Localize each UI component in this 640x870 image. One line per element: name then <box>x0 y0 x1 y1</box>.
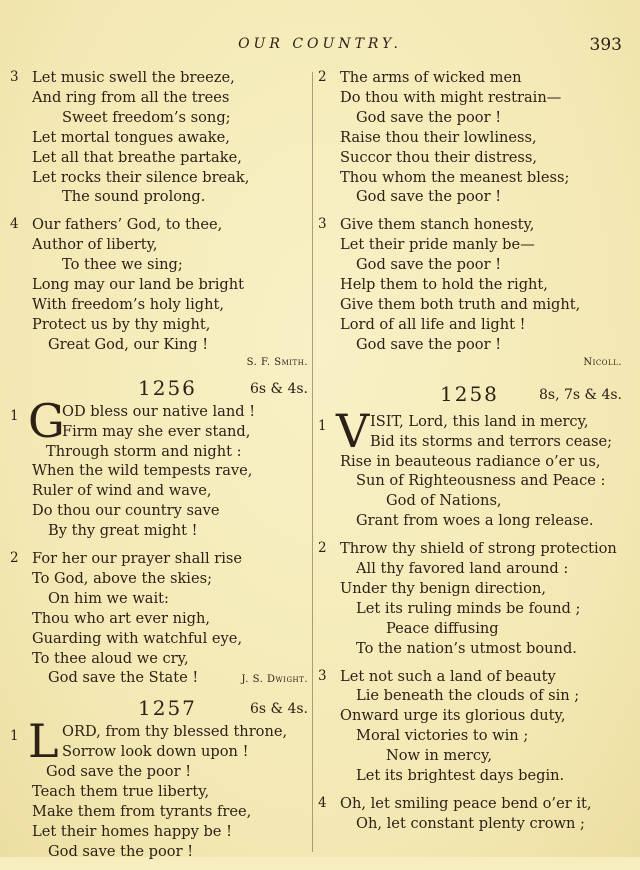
verse-3-stanza <box>318 215 624 367</box>
verse-line: On him we wait: <box>48 589 169 607</box>
verse-line: Let its brightest days begin. <box>356 767 565 785</box>
verse-line: 2 For her our prayer shall rise <box>10 550 243 568</box>
verse-line: Oh, let constant plenty crown ; <box>356 814 585 832</box>
author-attribution: Nicoll. <box>583 356 622 368</box>
hymn-1258-verse-1 <box>318 403 624 531</box>
verse-line: Long may our land be bright <box>32 276 245 294</box>
verse-line: Let its ruling minds be found ; <box>356 599 581 617</box>
hymn-number: 1256 <box>138 375 197 400</box>
verse-line: To God, above the skies; <box>32 569 213 587</box>
verse-line: All thy favored land around : <box>356 560 569 578</box>
verse-line: Ruler of wind and wave, <box>32 482 212 500</box>
verse-line: 4 Oh, let smiling peace bend o’er it, <box>318 795 592 812</box>
verse-line: Sun of Righteousness and Peace : <box>356 472 606 490</box>
verse-line: Succor thou their distress, <box>340 148 538 166</box>
verse-line: Author of liberty, <box>32 236 158 254</box>
author-attribution: J. S. Dwight. <box>241 674 308 686</box>
verse-line: OD bless our native land ! <box>62 402 256 420</box>
verse-line: God save the poor ! <box>356 188 502 206</box>
verse-line: Lie beneath the clouds of sin ; <box>356 687 580 705</box>
verse-line: Let mortal tongues awake, <box>32 128 230 146</box>
verse-line: Onward urge its glorious duty, <box>340 707 566 725</box>
page-number: 393 <box>589 35 622 55</box>
verse-line: Peace diffusing <box>386 619 499 637</box>
verse-number: 4 <box>10 216 19 233</box>
hymn-number: 1258 <box>440 381 499 406</box>
verse-line: ISIT, Lord, this land in mercy, <box>370 412 589 430</box>
verse-line: Guarding with watchful eye, <box>32 629 243 647</box>
verse-line: 4 Our fathers’ God, to thee, <box>10 216 223 234</box>
verse-line: God save the poor ! <box>356 256 502 274</box>
verse-line: Do thou with might restrain— <box>340 88 562 106</box>
verse-line: God save the poor ! <box>356 335 502 353</box>
verse-line: Let their pride manly be— <box>340 236 535 254</box>
verse-number: 1 <box>318 417 327 434</box>
verse-line: Now in mercy, <box>386 747 492 765</box>
drop-cap: V <box>336 403 370 458</box>
verse-line: Raise thou their lowliness, <box>340 128 537 146</box>
running-title: OUR COUNTRY. <box>238 36 402 52</box>
verse-line: The sound prolong. <box>62 188 206 206</box>
verse-line: 2 Throw thy shield of strong protection <box>318 540 617 558</box>
page-header <box>0 36 640 58</box>
verse-line: ORD, from thy blessed throne, <box>62 723 288 741</box>
hymn-1258-verse-3 <box>318 667 624 786</box>
author-attribution: S. F. Smith. <box>246 356 308 368</box>
verse-line: Grant from woes a long release. <box>356 512 594 530</box>
verse-line: To thee aloud we cry, <box>32 649 189 667</box>
verse-line: Thou who art ever nigh, <box>32 609 211 627</box>
hymn-1258-verse-2 <box>318 539 624 658</box>
verse-number: 3 <box>318 667 327 684</box>
verse-line: Make them from tyrants free, <box>32 803 252 820</box>
verse-line: Do thou our country save <box>32 502 220 520</box>
right-column <box>318 68 624 842</box>
verse-line: Sweet freedom’s song; <box>62 108 231 126</box>
verse-line: Thou whom the meanest bless; <box>340 168 570 186</box>
hymn-meter: 8s, 7s & 4s. <box>539 386 622 403</box>
verse-line: With freedom’s holy light, <box>32 295 225 313</box>
verse-line: Let rocks their silence break, <box>32 168 250 186</box>
verse-line: 3 Let music swell the breeze, <box>10 69 235 86</box>
verse-line: Rise in beauteous radiance o’er us, <box>340 452 601 470</box>
verse-number: 2 <box>318 540 327 557</box>
verse-line: By thy great might ! <box>48 522 198 540</box>
verse-line: Under thy benign direction, <box>340 579 547 597</box>
column-divider <box>312 72 313 852</box>
verse-line: God save the State ! J. S. Dwight. <box>10 668 310 688</box>
verse-line: 2 The arms of wicked men <box>318 69 522 86</box>
verse-number: 3 <box>318 216 327 233</box>
verse-line: Let all that breathe partake, <box>32 148 242 166</box>
verse-line: When the wild tempests rave, <box>32 462 253 480</box>
verse-2-stanza <box>318 68 624 207</box>
verse-line: Great God, our King ! <box>48 335 209 353</box>
drop-cap: L <box>28 714 59 769</box>
verse-line: Through storm and night : <box>46 442 242 460</box>
verse-line: God save the poor ! <box>46 763 192 781</box>
hymn-1256-verse-1 <box>10 393 310 541</box>
verse-number: 1 <box>10 407 19 424</box>
drop-cap: G <box>28 393 65 448</box>
verse-line: Bid its storms and terrors cease; <box>370 432 613 450</box>
verse-line: God save the poor ! <box>356 108 502 126</box>
verse-line: Firm may she ever stand, <box>62 422 251 440</box>
verse-line: Teach them true liberty, <box>32 783 210 801</box>
verse-number: 1 <box>10 728 19 745</box>
verse-4-stanza <box>10 215 310 367</box>
verse-number: 4 <box>318 795 327 811</box>
verse-line: To the nation’s utmost bound. <box>356 639 577 657</box>
verse-line: And ring from all the trees <box>32 88 230 106</box>
hymn-1256-verse-2 <box>10 549 310 688</box>
verse-line: Let their homes happy be ! <box>32 822 232 840</box>
verse-line: 3 Give them stanch honesty, <box>318 216 535 234</box>
verse-3-stanza <box>10 68 310 207</box>
hymn-1257-verse-1 <box>10 714 310 861</box>
hymn-number: 1257 <box>138 696 197 721</box>
left-column <box>10 68 310 870</box>
verse-number: 2 <box>318 69 327 85</box>
verse-line: Sorrow look down upon ! <box>62 743 249 761</box>
hymn-1258-verse-4 <box>318 794 624 834</box>
verse-line: Lord of all life and light ! <box>340 315 526 333</box>
hymn-meter: 6s & 4s. <box>250 701 308 718</box>
verse-line: To thee we sing; <box>62 256 183 274</box>
verse-line: God save the poor ! <box>48 842 194 860</box>
hymn-meter: 6s & 4s. <box>250 380 308 397</box>
verse-line: 3 Let not such a land of beauty <box>318 667 556 685</box>
verse-line: Give them both truth and might, <box>340 295 581 313</box>
verse-line: Protect us by thy might, <box>32 315 211 333</box>
verse-line: Moral victories to win ; <box>356 727 529 745</box>
verse-line: Help them to hold the right, <box>340 276 548 294</box>
verse-number: 2 <box>10 550 19 567</box>
verse-number: 3 <box>10 69 19 85</box>
verse-line: God of Nations, <box>386 492 502 510</box>
